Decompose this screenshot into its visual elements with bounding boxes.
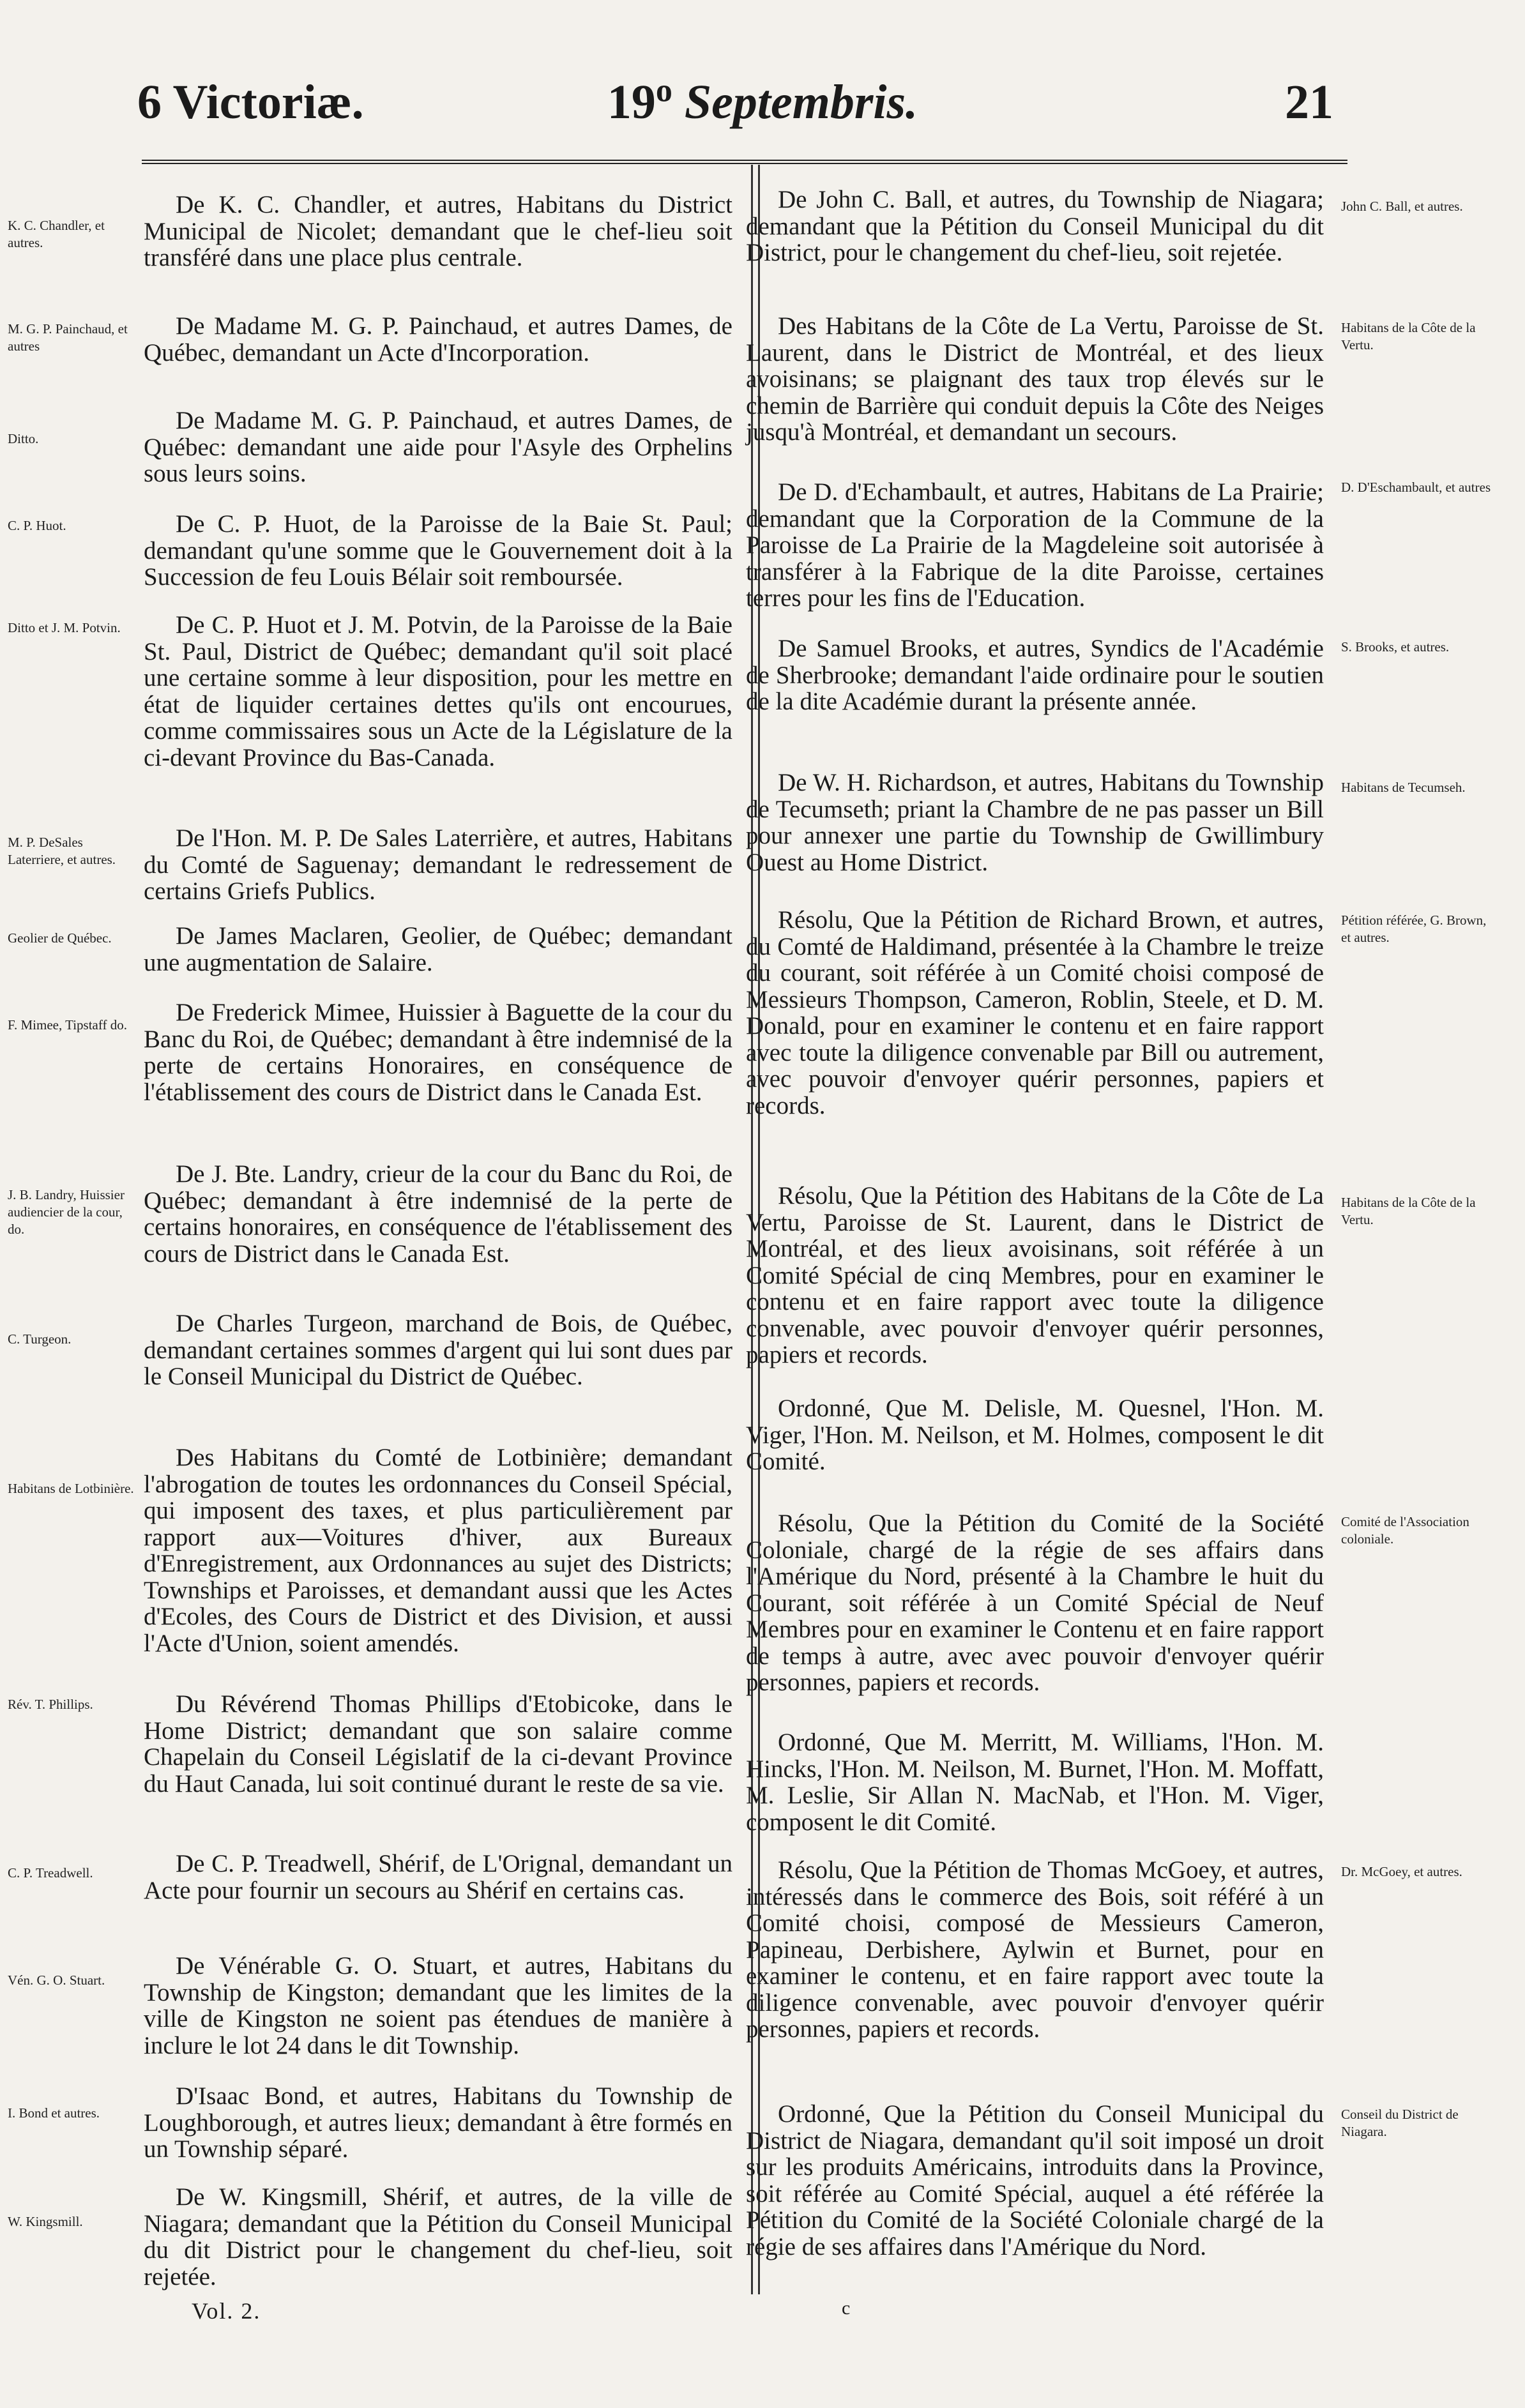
- entry-text: De John C. Ball, et autres, du Township de Niagara; demandant que la Pétition du Conseil Municipal du dit District, pour le changement du chef-lieu, soit rejetée.: [746, 186, 1324, 266]
- petition-entry: [144, 825, 732, 905]
- margin-note: W. Kingsmill.: [8, 2214, 83, 2229]
- petition-entry: [144, 2184, 732, 2290]
- entry-text: De C. P. Treadwell, Shérif, de L'Orignal, demandant un Acte pour fournir un secours au Shérif en certains cas.: [144, 1850, 732, 1904]
- margin-note: Habitans de Tecumseh.: [1341, 780, 1466, 795]
- margin-note: Comité de l'Association coloniale.: [1341, 1514, 1469, 1547]
- margin-note: M. G. P. Painchaud, et autres: [8, 321, 128, 354]
- petition-entry: [144, 1851, 732, 1904]
- entry-text: De W. Kingsmill, Shérif, et autres, de la ville de Niagara; demandant que la Pétition du Conseil Municipal du dit District pour le changement du chef-lieu, soit rejetée.: [144, 2183, 732, 2291]
- margin-note: M. P. DeSales Laterriere, et autres.: [8, 835, 116, 867]
- margin-note: Ditto.: [8, 431, 39, 446]
- entry-text: Résolu, Que la Pétition du Comité de la Société Coloniale, chargé de la régie de ses affairs dans l'Amérique du Nord, présenté à la Chambre le huit du Courant, soit référée à un Comité Spécial de Neuf Membres pour en examiner le Contenu et en faire rapport de temps à autre, avec avec pouvoir d'envoyer quérir personnes, papiers et records.: [746, 1510, 1324, 1696]
- entry-text: De Charles Turgeon, marchand de Bois, de Québec, demandant certaines sommes d'argent qui lui sont dues par le Conseil Municipal du District de Québec.: [144, 1310, 732, 1390]
- margin-note: Vén. G. O. Stuart.: [8, 1973, 105, 1988]
- entry-text: Résolu, Que la Pétition de Richard Brown, et autres, du Comté de Haldimand, présentée à la Chambre le treize du courant, soit référée à un Comité choisi composé de Messieurs Thompson, Cameron, Roblin, Steele, et D. M. Donald, pour en examiner le contenu et en faire rapport avec toute la diligence convenable par Bill ou autrement, avec pouvoir d'envoyer quérir personnes, papiers et records.: [746, 906, 1324, 1119]
- margin-note: Habitans de la Côte de la Vertu.: [1341, 1195, 1476, 1227]
- petition-entry: [746, 479, 1324, 612]
- margin-note: Dr. McGoey, et autres.: [1341, 1864, 1462, 1879]
- petition-entry: [746, 635, 1324, 715]
- petition-entry: [144, 1444, 732, 1656]
- margin-note: C. P. Huot.: [8, 518, 66, 533]
- margin-note: F. Mimee, Tipstaff do.: [8, 1017, 127, 1033]
- entry-text: De K. C. Chandler, et autres, Habitans du District Municipal de Nicolet; demandant que le chef-lieu soit transféré dans une place plus centrale.: [144, 191, 732, 271]
- margin-note: Conseil du District de Niagara.: [1341, 2107, 1459, 2139]
- margin-note: Ditto et J. M. Potvin.: [8, 620, 121, 635]
- entry-text: De C. P. Huot, de la Paroisse de la Baie St. Paul; demandant qu'une somme que le Gouvernement doit à la Succession de feu Louis Bélair soit remboursée.: [144, 510, 732, 591]
- margin-note: Habitans de Lotbinière.: [8, 1481, 134, 1496]
- entry-text: De Frederick Mimee, Huissier à Baguette de la cour du Banc du Roi, de Québec; demandant à être indemnisé de la perte de certains Honoraires, en conséquence de l'établissement des cours de District dans le Canada Est.: [144, 999, 732, 1106]
- entry-text: De Samuel Brooks, et autres, Syndics de l'Académie de Sherbrooke; demandant l'aide ordinaire pour le soutien de la dite Académie durant la présente année.: [746, 635, 1324, 715]
- header-rule: [142, 160, 1347, 164]
- petition-entry: [746, 186, 1324, 266]
- entry-text: Des Habitans du Comté de Lotbinière; demandant l'abrogation de toutes les ordonnances du Conseil Spécial, qui imposent des taxes, et plus particulièrement par rapport aux—Voitures d'hiver, aux Bureaux d'Enregistrement, aux Ordonnances au sujet des Districts; Townships et Paroisses, et demandant aussi que les Actes d'Ecoles, des Cours de District et des Division, et aussi l'Acte d'Union, soient amendés.: [144, 1444, 732, 1657]
- header-month: Septembris.: [684, 75, 918, 129]
- petition-entry: [746, 2101, 1324, 2260]
- petition-entry: [144, 1310, 732, 1390]
- margin-note: D. D'Eschambault, et autres: [1341, 480, 1491, 495]
- entry-text: De C. P. Huot et J. M. Potvin, de la Paroisse de la Baie St. Paul, District de Québec; demandant qu'il soit placé une certaine somme à leur disposition, pour les mettre en état de liquider certaines dettes qu'ils ont encourues, comme commissaires sous un Acte de la Législature de la ci-devant Province du Bas-Canada.: [144, 611, 732, 771]
- entry-text: Ordonné, Que M. Merritt, M. Williams, l'Hon. M. Hincks, l'Hon. M. Neilson, M. Burnet, l'Hon. M. Moffatt, M. Leslie, Sir Allan N. MacNab, et l'Hon. M. Viger, composent le dit Comité.: [746, 1729, 1324, 1836]
- entry-text: D'Isaac Bond, et autres, Habitans du Township de Loughborough, et autres lieux; demandant à être formés en un Township séparé.: [144, 2082, 732, 2163]
- margin-note: Habitans de la Côte de la Vertu.: [1341, 320, 1476, 352]
- entry-text: Résolu, Que la Pétition de Thomas McGoey, et autres, intéressés dans le commerce des Bois, soit référé à un Comité choisi, composé de Messieurs Cameron, Papineau, Derbishere, Aylwin et Burnet, pour en examiner le contenu, et en faire rapport avec toute la diligence convenable, avec pouvoir d'envoyer quérir personnes, papiers et records.: [746, 1856, 1324, 2043]
- entry-text: Ordonné, Que la Pétition du Conseil Municipal du District de Niagara, demandant qu'il soit imposé un droit sur les produits Américains, introduits dans la Province, soit référée au Comité Spécial, auquel a été référée la Pétition du Comité de la Société Coloniale chargé de la régie de ses affaires dans l'Amérique du Nord.: [746, 2100, 1324, 2260]
- petition-entry: [144, 923, 732, 976]
- entry-text: De Madame M. G. P. Painchaud, et autres Dames, de Québec: demandant une aide pour l'Asyle des Orphelins sous leurs soins.: [144, 407, 732, 487]
- petition-entry: [144, 511, 732, 591]
- entry-text: De Vénérable G. O. Stuart, et autres, Habitans du Township de Kingston; demandant que les limites de la ville de Kingston ne soient pas étendues de manière à inclure le lot 24 dans le dit Township.: [144, 1952, 732, 2059]
- entry-text: De D. d'Echambault, et autres, Habitans de La Prairie; demandant que la Corporation de la Commune de la Paroisse de La Prairie de la Magdeleine soit autorisée à transférer à la Fabrique de la dite Paroisse, certaines terres pour les fins de l'Education.: [746, 478, 1324, 612]
- margin-note: John C. Ball, et autres.: [1341, 199, 1463, 214]
- entry-text: Des Habitans de la Côte de La Vertu, Paroisse de St. Laurent, dans le District de Montréal, et des lieux avoisinans; se plaignant des taux trop élevés sur le chemin de Barrière qui conduit depuis la Côte des Neiges jusqu'à Montréal, et demandant un secours.: [746, 312, 1324, 446]
- petition-entry: [746, 769, 1324, 875]
- petition-entry: [746, 1183, 1324, 1368]
- entry-text: De J. Bte. Landry, crieur de la cour du Banc du Roi, de Québec; demandant à être indemnisé de la perte de certains honoraires, en conséquence de l'établissement des cours de District dans le Canada Est.: [144, 1160, 732, 1268]
- entry-text: De Madame M. G. P. Painchaud, et autres Dames, de Québec, demandant un Acte d'Incorporation.: [144, 312, 732, 367]
- signature-mark: c: [842, 2298, 851, 2319]
- entry-text: De W. H. Richardson, et autres, Habitans du Township de Tecumseth; priant la Chambre de ne pas passer un Bill pour annexer une partie du Township de Gwillimbury Ouest au Home District.: [746, 769, 1324, 876]
- page-number: 21: [1285, 75, 1333, 129]
- margin-note: Geolier de Québec.: [8, 930, 112, 946]
- petition-entry: [746, 313, 1324, 446]
- petition-entry: [144, 192, 732, 271]
- petition-entry: [144, 612, 732, 771]
- petition-entry: [144, 2083, 732, 2163]
- petition-entry: [144, 1953, 732, 2059]
- volume-mark: Vol. 2.: [192, 2298, 261, 2324]
- margin-note: Pétition référée, G. Brown, et autres.: [1341, 912, 1487, 945]
- margin-note: J. B. Landry, Huissier audiencier de la cour, do.: [8, 1187, 125, 1237]
- margin-note: C. P. Treadwell.: [8, 1865, 93, 1881]
- header-day-suffix: o: [655, 72, 672, 109]
- entry-text: Résolu, Que la Pétition des Habitans de la Côte de La Vertu, Paroisse de St. Laurent, dans le District de Montréal, et des lieux avoisinans, soit référée à un Comité Spécial de cinq Membres, pour en examiner le contenu et en faire rapport avec toute la diligence convenable, avec pouvoir d'envoyer quérir personnes, papiers et records.: [746, 1182, 1324, 1368]
- petition-entry: [144, 999, 732, 1105]
- petition-entry: [144, 313, 732, 366]
- entry-text: Ordonné, Que M. Delisle, M. Quesnel, l'Hon. M. Viger, l'Hon. M. Neilson, et M. Holmes, composent le dit Comité.: [746, 1395, 1324, 1475]
- margin-note: S. Brooks, et autres.: [1341, 639, 1450, 655]
- order-entry: [746, 1395, 1324, 1475]
- margin-note: K. C. Chandler, et autres.: [8, 218, 105, 250]
- order-entry: [746, 1729, 1324, 1835]
- header-day: 19: [607, 75, 656, 129]
- header-regnal-year: 6 Victoriæ.: [137, 75, 364, 129]
- entry-text: Du Révérend Thomas Phillips d'Etobicoke, dans le Home District; demandant que son salaire comme Chapelain du Conseil Législatif de la ci-devant Province du Haut Canada, lui soit continué durant le reste de sa vie.: [144, 1690, 732, 1798]
- entry-text: De l'Hon. M. P. De Sales Laterrière, et autres, Habitans du Comté de Saguenay; demandant le redressement de certains Griefs Publics.: [144, 824, 732, 905]
- petition-entry: [144, 1691, 732, 1797]
- margin-note: I. Bond et autres.: [8, 2105, 100, 2121]
- petition-entry: [144, 407, 732, 487]
- petition-entry: [746, 1857, 1324, 2043]
- petition-entry: [746, 1510, 1324, 1696]
- petition-entry: [144, 1161, 732, 1267]
- entry-text: De James Maclaren, Geolier, de Québec; demandant une augmentation de Salaire.: [144, 922, 732, 976]
- petition-entry: [746, 907, 1324, 1119]
- margin-note: Rév. T. Phillips.: [8, 1697, 93, 1712]
- margin-note: C. Turgeon.: [8, 1331, 72, 1347]
